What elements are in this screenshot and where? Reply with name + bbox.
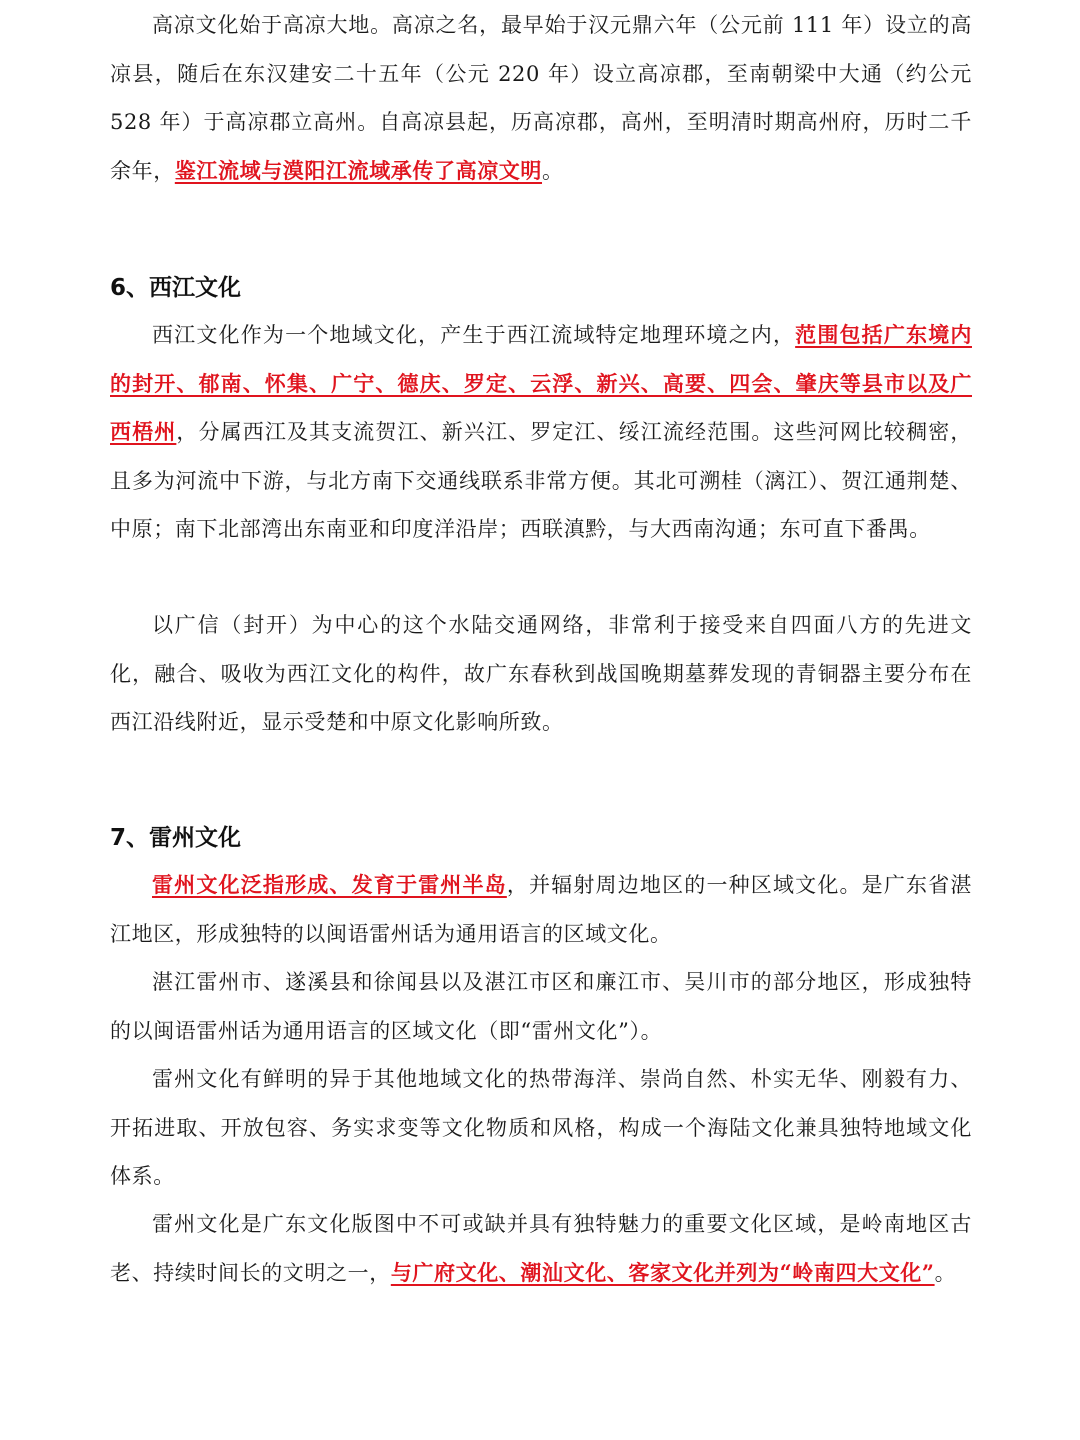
paragraph-xijiang-2: 以广信（封开）为中心的这个水陆交通网络，非常利于接受来自四面八方的先进文化，融合、吸收为西江文化的构件，故广东春秋到战国晚期墓葬发现的青铜器主要分布在西江沿线附近，显示受楚和中原文化影响所致。	[110, 613, 972, 734]
highlighted-text: 鉴江流域与漠阳江流域承传了高凉文明	[174, 157, 543, 183]
paragraph-text: ，并辐射周边地区的一种区域文化。是广东省湛江地区，形成独特的以闽语雷州话为通用语言的区域文化。	[110, 873, 972, 946]
paragraph-gaoliang	[110, 1, 972, 195]
highlighted-text: 雷州文化泛指形成、发育于雷州半岛	[152, 872, 507, 897]
paragraph-text: 高凉文化始于高凉大地。高凉之名，最早始于汉元鼎六年（公元前 111 年）设立的高凉县，随后在东汉建安二十五年（公元 220 年）设立高凉郡，至南朝梁中大通（约公元 528 年）于高凉郡立高州。自高凉县起，历高凉郡，高州，至明清时期高州府，历时二千余年，	[110, 13, 972, 183]
paragraph-xijiang-1	[110, 311, 972, 554]
paragraph-leizhou-1	[110, 861, 972, 958]
section-heading-xijiang: 6、西江文化	[110, 275, 242, 301]
section-heading-leizhou: 7、雷州文化	[110, 825, 242, 851]
paragraph-text: ，分属西江及其支流贺江、新兴江、罗定江、绥江流经范围。这些河网比较稠密，且多为河流中下游，与北方南下交通线联系非常方便。其北可溯桂（漓江）、贺江通荆楚、中原；南下北部湾出东南亚和印度洋沿岸；西联滇黔，与大西南沟通；东可直下番禺。	[110, 420, 972, 541]
highlighted-text: 与广府文化、潮汕文化、客家文化并列为“岭南四大文化”	[390, 1259, 935, 1285]
paragraph-text: 西江文化作为一个地域文化，产生于西江流域特定地理环境之内，	[152, 323, 796, 347]
paragraph-text: 。	[542, 158, 564, 183]
paragraph-leizhou-2: 湛江雷州市、遂溪县和徐闻县以及湛江市区和廉江市、吴川市的部分地区，形成独特的以闽语雷州话为通用语言的区域文化（即“雷州文化”）。	[110, 970, 972, 1043]
paragraph-text: 雷州文化是广东文化版图中不可或缺并具有独特魅力的重要文化区域，是岭南地区古老、持续时间长的文明之一，	[110, 1212, 972, 1285]
paragraph-text: 。	[934, 1260, 957, 1285]
paragraph-leizhou-4	[110, 1200, 972, 1297]
paragraph-leizhou-3: 雷州文化有鲜明的异于其他地域文化的热带海洋、崇尚自然、朴实无华、刚毅有力、开拓进取、开放包容、务实求变等文化物质和风格，构成一个海陆文化兼具独特地域文化体系。	[110, 1067, 972, 1188]
highlighted-text: 范围包括广东境内的封开、郁南、怀集、广宁、德庆、罗定、云浮、新兴、高要、四会、肇庆等县市以及广西梧州	[110, 322, 972, 444]
